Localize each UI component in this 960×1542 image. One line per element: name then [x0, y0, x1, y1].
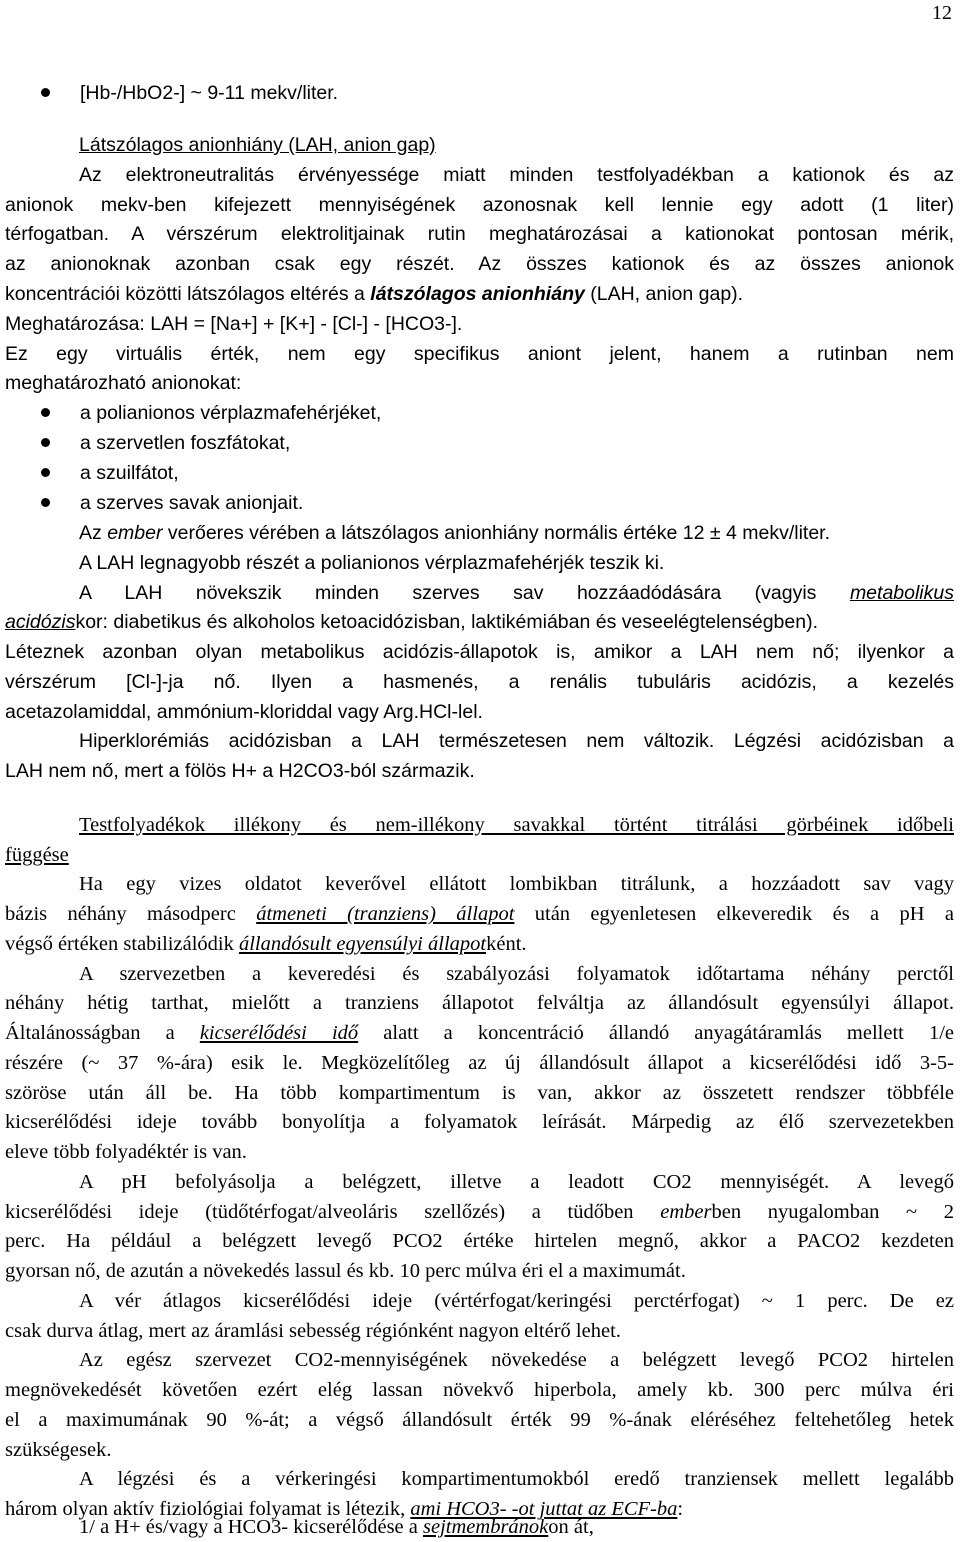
- titration-paragraph-line: A pH befolyásolja a belégzett, illetve a leadott CO2 mennyiségét. A levegő: [79, 1171, 954, 1193]
- titration-paragraph-line: végső értéken stabilizálódik állandósult egyensúlyi állapotként.: [5, 933, 527, 955]
- lah-increase-line: acetazolamiddal, ammónium-kloriddal vagy Arg.HCl-lel.: [5, 701, 483, 723]
- titration-paragraph-line: Általánosságban a kicserélődési idő alatt a koncentráció állandó anyagátáramlás mellett 1/e: [5, 1022, 954, 1044]
- bullet-icon: [41, 498, 50, 507]
- anion-list-item: a szuilfátot,: [80, 462, 179, 484]
- lah-normal-value: Az ember verőeres vérében a látszólagos anionhiány normális értéke 12 ± 4 mekv/liter.: [79, 522, 831, 544]
- titration-paragraph-line: A légzési és a vérkeringési kompartimentumokból eredő tranziensek mellett legalább: [79, 1468, 954, 1490]
- bullet-icon: [41, 438, 50, 447]
- titration-paragraph-line: A szervezetben a keveredési és szabályozási folyamatok időtartama néhány perctől: [79, 963, 954, 985]
- titration-paragraph-line: megnövekedését követően ezért elég lassan növekvő hiperbola, amely kb. 300 perc múlva éri: [5, 1379, 954, 1401]
- titration-paragraph-line: néhány hétig tarthat, mielőtt a tranziens állapotot felváltja az állandósult egyensúlyi állapot.: [5, 992, 954, 1014]
- lah-paragraph-line: térfogatban. A vérszérum elektrolitjainak rutin meghatározásai a kationokat pontosan mérik,: [5, 223, 954, 245]
- bullet-icon: [41, 468, 50, 477]
- titration-heading: függése: [5, 844, 69, 866]
- lah-paragraph-line: az anionoknak azonban csak egy részét. Az összes kationok és az összes anionok: [5, 253, 954, 275]
- lah-heading: Látszólagos anionhiány (LAH, anion gap): [79, 134, 436, 156]
- titration-paragraph-line: eleve több folyadéktér is van.: [5, 1141, 247, 1163]
- lah-increase-line: A LAH növekszik minden szerves sav hozzáadódására (vagyis metabolikus: [79, 582, 954, 604]
- titration-paragraph-line: három olyan aktív fiziológiai folyamat is létezik, ami HCO3- -ot juttat az ECF-ba:: [5, 1498, 684, 1520]
- anion-list-item: a polianionos vérplazmafehérjéket,: [80, 402, 382, 424]
- titration-paragraph-line: szükségesek.: [5, 1439, 112, 1461]
- titration-paragraph-line: csak durva átlag, mert az áramlási sebesség régiónként nagyon eltérő lehet.: [5, 1320, 621, 1342]
- lah-paragraph-line: meghatározható anionokat:: [5, 372, 242, 394]
- titration-paragraph-line: gyorsan nő, de azután a növekedés lassul és kb. 10 perc múlva éri el a maximumát.: [5, 1260, 686, 1282]
- bullet-hb-text: [Hb-/HbO2-] ~ 9-11 mekv/liter.: [80, 82, 339, 104]
- titration-paragraph-line: A vér átlagos kicserélődési ideje (vértérfogat/keringési perctérfogat) ~ 1 perc. De ez: [79, 1290, 954, 1312]
- titration-paragraph-line: kicserélődési ideje tovább bonyolítja a folyamatok leírását. Márpedig az élő szervezetekben: [5, 1111, 954, 1133]
- lah-paragraph-line: Az elektroneutralitás érvényessége miatt minden testfolyadékban a kationok és az: [79, 164, 954, 186]
- lah-term: látszólagos anionhiány: [370, 283, 585, 305]
- titration-paragraph-line: el a maximumának 90 %-át; a végső állandósult érték 99 %-ának eléréséhez feltehetőleg hetek: [5, 1409, 954, 1431]
- lah-formula: Meghatározása: LAH = [Na+] + [K+] - [Cl-] - [HCO3-].: [5, 313, 463, 335]
- lah-hyperchloremia-line: Hiperklorémiás acidózisban a LAH természetesen nem változik. Légzési acidózisban a: [79, 730, 954, 752]
- lah-largest-part: A LAH legnagyobb részét a polianionos vérplazmafehérjék teszik ki.: [79, 552, 665, 574]
- titration-paragraph-line: Az egész szervezet CO2-mennyiségének növekedése a belégzett levegő PCO2 hirtelen: [79, 1349, 954, 1371]
- titration-paragraph-line: perc. Ha például a belégzett levegő PCO2 értéke hirtelen megnő, akkor a PACO2 kezdeten: [5, 1230, 954, 1252]
- lah-increase-line: acidóziskor: diabetikus és alkoholos ketoacidózisban, laktikémiában és veseelégtelenségben).: [5, 611, 818, 633]
- lah-increase-line: vérszérum [Cl-]-ja nő. Ilyen a hasmenés, a renális tubuláris acidózis, a kezelés: [5, 671, 954, 693]
- titration-paragraph-line: kicserélődési ideje (tüdőtérfogat/alveoláris szellőzés) a tüdőben emberben nyugalomban ~ 2: [5, 1201, 954, 1223]
- bullet-icon: [41, 408, 50, 417]
- anion-list-item: a szervetlen foszfátokat,: [80, 432, 291, 454]
- titration-paragraph-line: Ha egy vizes oldatot keverővel ellátott lombikban titrálunk, a hozzáadott sav vagy: [79, 873, 954, 895]
- titration-heading: Testfolyadékok illékony és nem-illékony savakkal történt titrálási görbéinek időbeli: [79, 814, 954, 836]
- titration-list-line: 1/ a H+ és/vagy a HCO3- kicserélődése a sejtmembránokon át,: [79, 1516, 594, 1538]
- lah-definition-line: koncentrációi közötti látszólagos eltérés a látszólagos anionhiány (LAH, anion gap).: [5, 283, 744, 305]
- lah-paragraph-line: anionok mekv-ben kifejezett mennyiségének azonosnak kell lennie egy adott (1 liter): [5, 194, 954, 216]
- titration-paragraph-line: bázis néhány másodperc átmeneti (tranziens) állapot után egyenletesen elkeveredik és a pH a: [5, 903, 954, 925]
- titration-paragraph-line: részére (~ 37 %-ára) esik le. Megközelítőleg az új állandósult állapot a kicserélődési idő 3-5-: [5, 1052, 954, 1074]
- bullet-icon: [41, 88, 50, 97]
- anion-list-item: a szerves savak anionjait.: [80, 492, 304, 514]
- page-number: 12: [932, 2, 952, 24]
- lah-hyperchloremia-line: LAH nem nő, mert a fölös H+ a H2CO3-ból származik.: [5, 760, 475, 782]
- titration-paragraph-line: szöröse után áll be. Ha több kompartimentum is van, akkor az összetett rendszer többféle: [5, 1082, 954, 1104]
- lah-paragraph-line: Ez egy virtuális érték, nem egy specifikus aniont jelent, hanem a rutinban nem: [5, 343, 954, 365]
- lah-increase-line: Léteznek azonban olyan metabolikus acidózis-állapotok is, amikor a LAH nem nő; ilyenkor a: [5, 641, 954, 663]
